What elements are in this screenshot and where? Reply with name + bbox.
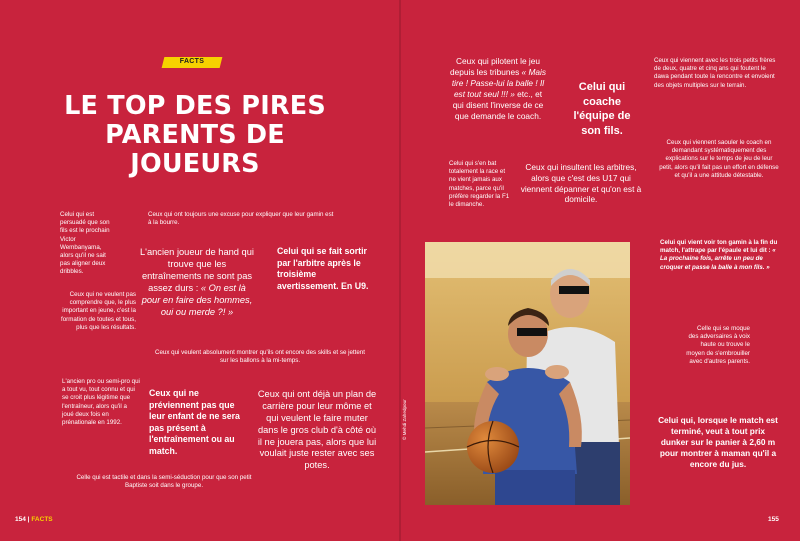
folio-left [15, 516, 53, 523]
hand-quote-lead: L'ancien joueur de hand qui trouve que les entraînements ne sont pas assez durs : [140, 247, 254, 294]
photo-father-son-basketball [425, 242, 630, 505]
tribunes-quote: « Mais tire ! Passe-lui la balle ! Il est tout seul !!! » [451, 66, 546, 99]
tribunes-tail: etc., et qui disent l'inverse de ce que demande le coach. [452, 88, 544, 121]
goute-block [660, 239, 778, 272]
text-wembanyama: Celui qui est persuadé que son fils est le prochain Victor Wembanyama, alors qu'il ne sait pas aligner deux dribbles. [60, 211, 110, 276]
text-absent: Ceux qui ne préviennent pas que leur enfant de ne sera pas présent à l'entraînement ou au match. [149, 388, 240, 457]
text-formation: Ceux qui ne veulent pas comprendre que, le plus important en jeune, c'est la formation de toutes et tous, plus que les résultats. [61, 291, 136, 331]
folio-left-section: FACTS [31, 516, 53, 523]
folio-left-separator: | [27, 516, 30, 523]
hand-quote: « On est là pour en faire des hommes, oui ou merde ?! » [141, 283, 253, 318]
folio-right-number: 155 [768, 516, 779, 523]
photo-illustration [425, 242, 630, 505]
text-saouler: Ceux qui viennent saouler le coach en demandant systématiquement des explications sur le temps de jeu de leur petit, alors qu'il fait pas un effort en défense et qu'il a une attitude détestable. [659, 139, 779, 179]
facts-tag [163, 57, 221, 69]
text-moque: Celle qui se moque des adversaires à voix haute ou trouve le moyen de s'embrouiller avec d'autres parents. [686, 325, 750, 365]
folio-left-number: 154 [15, 516, 26, 523]
text-skills: Ceux qui veulent absolument montrer qu'ils ont encore des skills et se jettent sur les ballons à la mi-temps. [155, 349, 365, 365]
goute-lead: Celui qui vient voir ton gamin à la fin du match, l'attrape par l'épaule et lui dit : [660, 239, 778, 255]
hand-quote-block [138, 246, 256, 318]
text-dunk: Celui qui, lorsque le match est terminé, veut à tout prix dunker sur le panier à 2,60 m pour montrer à maman qu'il a encore du jus. [658, 415, 778, 469]
text-excuse: Ceux qui ont toujours une excuse pour expliquer que leur gamin est à la bourre. [148, 211, 334, 227]
text-f1: Celui qui s'en bat totalement la race et ne vient jamais aux matches, parce qu'il préfère regarder la F1 le dimanche. [449, 160, 510, 208]
photo-credit: © Mehdi Zahedpour [402, 399, 407, 440]
text-seduction: Celle qui est tactile et dans la semi-séduction pour que son petit Baptiste soit dans le groupe. [76, 474, 252, 490]
tribunes-lead: Ceux qui pilotent le jeu depuis les tribunes [450, 56, 540, 77]
text-insult: Ceux qui insultent les arbitres, alors que c'est des U17 qui viennent dépanner et qu'on est à domicile. [520, 162, 642, 205]
text-brothers: Ceux qui viennent avec les trois petits frères de deux, quatre et cinq ans qui foutent le dawa pendant toute la rencontre et envoient des objets multiples sur le terrain. [654, 57, 776, 89]
goute-quote: « La prochaine fois, arrête un peu de croquer et passe la balle à mon fils. » [660, 247, 776, 271]
text-ejected: Celui qui se fait sortir par l'arbitre après le troisième avertissement. En U9. [277, 246, 369, 291]
tribunes-block [448, 56, 548, 122]
page-title: LE TOP DES PIRES PARENTS DE JOUEURS [64, 91, 326, 179]
text-coach-son: Celui qui coache l'équipe de son fils. [573, 81, 631, 137]
text-career: Ceux qui ont déjà un plan de carrière pour leur môme et qui veulent le faire muter dans le gros club d'à côté où il ne jouera pas, alors que lui voulait juste rester avec ses potes. [257, 389, 377, 471]
text-ancien-pro: L'ancien pro ou semi-pro qui a tout vu, tout connu et qui se croit plus légitime que l'entraîneur, alors qu'il a joué deux fois en prénationale en 1992. [62, 378, 140, 426]
page-gutter [399, 0, 401, 541]
facts-tag-label: FACTS [179, 58, 205, 65]
